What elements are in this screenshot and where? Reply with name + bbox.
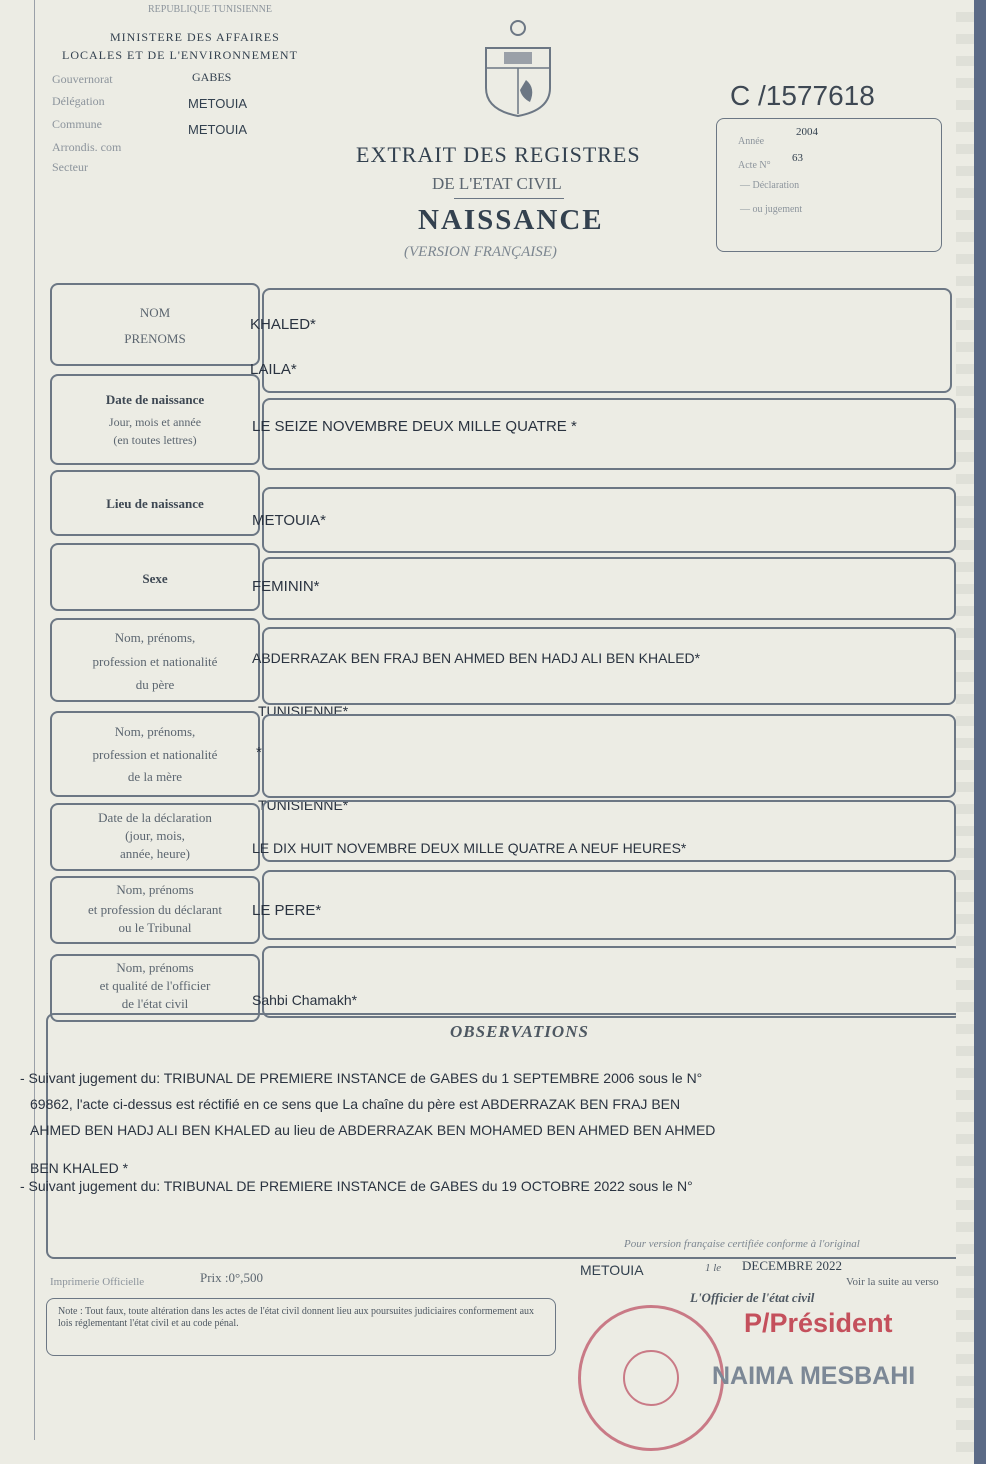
officier-value-box: [262, 946, 962, 1018]
lieu-label: Lieu de naissance: [106, 496, 204, 511]
lieu-value-box: [262, 487, 956, 553]
observation-line-5: - Suivant jugement du: TRIBUNAL DE PREMIERE INSTANCE de GABES du 19 OCTOBRE 2022 sous le N°: [20, 1178, 693, 1194]
republique-text: REPUBLIQUE TUNISIENNE: [148, 4, 272, 15]
declaration-value: LE DIX HUIT NOVEMBRE DEUX MILLE QUATRE A NEUF HEURES*: [252, 840, 687, 856]
nom-value-box: [262, 288, 952, 393]
officier-label-1: Nom, prénoms: [116, 960, 194, 975]
ministere-line-2: LOCALES ET DE L'ENVIRONNEMENT: [62, 48, 298, 62]
declarant-label-2: et profession du déclarant: [88, 902, 222, 917]
mere-label-2: profession et nationalité: [92, 747, 218, 762]
sexe-value-box: [262, 557, 956, 620]
pere-label-3: du père: [135, 677, 175, 692]
lieu-signature: METOUIA: [580, 1262, 644, 1278]
prenom-value: LAILA*: [250, 361, 297, 378]
certifiee-text: Pour version française certifiée conforme à l'original: [624, 1238, 860, 1250]
sexe-label: Sexe: [142, 571, 168, 586]
nom-label: NOM: [139, 305, 171, 320]
nom-label-box: [50, 283, 260, 366]
prix-text: Prix :0°,500: [200, 1270, 263, 1285]
sexe-value: FEMININ*: [252, 578, 320, 595]
observation-line-1: - Suivant jugement du: TRIBUNAL DE PREMIERE INSTANCE de GABES du 1 SEPTEMBRE 2006 sous le N°: [20, 1070, 703, 1086]
declaration-label-1: Date de la déclaration: [98, 810, 212, 825]
delegation-value: METOUIA: [188, 96, 247, 111]
observation-line-3: AHMED BEN HADJ ALI BEN KHALED au lieu de ABDERRAZAK BEN MOHAMED BEN AHMED BEN AHMED: [30, 1122, 716, 1138]
date-naissance-label: Date de naissance: [105, 392, 205, 407]
acte-label: Acte N°: [738, 160, 771, 171]
date-signature: DECEMBRE 2022: [742, 1258, 843, 1273]
title-underline: [454, 198, 564, 199]
mere-value: *: [256, 744, 262, 761]
president-stamp: P/Président: [744, 1308, 893, 1338]
pere-value: ABDERRAZAK BEN FRAJ BEN AHMED BEN HADJ ALI BEN KHALED*: [252, 650, 701, 666]
tunisia-emblem-icon: [478, 18, 558, 118]
pere-nationalite: TUNISIENNE*: [258, 703, 349, 719]
note-text: Note : Tout faux, toute altération dans les actes de l'état civil donnent lieu aux poursuites judiciaires conformement aux lois réglementant l'état civil et au code pénal.: [58, 1306, 535, 1329]
pere-value-box: [262, 627, 956, 705]
acte-value: 63: [792, 152, 803, 164]
title-extrait: EXTRAIT DES REGISTRES: [356, 142, 641, 167]
declaration-label-3: année, heure): [119, 846, 190, 861]
title-etat-civil: DE L'ETAT CIVIL: [432, 174, 562, 193]
declaration-label-2: (jour, mois,: [125, 828, 185, 843]
title-version: (VERSION FRANÇAISE): [404, 244, 557, 260]
document-number: C /1577618: [730, 80, 875, 111]
commune-value: METOUIA: [188, 122, 247, 137]
prenoms-label: PRENOMS: [124, 331, 186, 346]
secteur-label: Secteur: [52, 160, 88, 174]
observation-line-4: BEN KHALED *: [30, 1160, 129, 1176]
annee-label: Année: [738, 136, 765, 147]
nom-value: KHALED*: [250, 316, 316, 333]
imprimerie-text: Imprimerie Officielle: [50, 1276, 145, 1288]
officier-value: Sahbi Chamakh*: [252, 992, 358, 1008]
pere-label-1: Nom, prénoms,: [114, 630, 196, 645]
date-naissance-sub1: Jour, mois et année: [108, 415, 202, 429]
gouvernorat-label: Gouvernorat: [52, 72, 113, 86]
delegation-label: Délégation: [52, 94, 105, 108]
date-naissance-value: LE SEIZE NOVEMBRE DEUX MILLE QUATRE *: [252, 418, 577, 435]
annee-value: 2004: [796, 126, 818, 138]
arrondis-label: Arrondis. com: [52, 140, 122, 154]
declarant-label-3: ou le Tribunal: [118, 920, 192, 935]
date-prefix: 1 le: [705, 1262, 722, 1274]
officier-label-2: et qualité de l'officier: [99, 978, 211, 993]
ministere-line-1: MINISTERE DES AFFAIRES: [110, 30, 280, 44]
lieu-value: METOUIA*: [252, 512, 326, 529]
date-naissance-sub2: (en toutes lettres): [113, 433, 197, 447]
jugement-option: — ou jugement: [740, 204, 803, 215]
gouvernorat-value: GABES: [192, 70, 232, 84]
mere-nationalite: TUNISIENNE*: [258, 797, 349, 813]
margin-line: [34, 0, 35, 1440]
commune-label: Commune: [52, 117, 102, 131]
title-naissance: NAISSANCE: [418, 204, 604, 236]
pere-label-2: profession et nationalité: [92, 654, 218, 669]
observation-line-2: 69862, l'acte ci-dessus est réctifié en ce sens que La chaîne du père est ABDERRAZAK BEN FRAJ BEN: [30, 1096, 681, 1112]
mere-label-3: de la mère: [127, 769, 183, 784]
officier-label-3: de l'état civil: [121, 996, 189, 1011]
officier-signature-label: L'Officier de l'état civil: [690, 1290, 815, 1305]
declarant-value-box: [262, 870, 956, 940]
mere-value-box: [262, 714, 956, 798]
declaration-option: — Déclaration: [740, 180, 800, 191]
voir-suite-text: Voir la suite au verso: [846, 1276, 939, 1288]
official-stamp: [578, 1305, 724, 1451]
signature-name: NAIMA MESBAHI: [712, 1362, 916, 1390]
declarant-value: LE PERE*: [252, 902, 322, 919]
declarant-label-1: Nom, prénoms: [116, 882, 194, 897]
observations-title: OBSERVATIONS: [450, 1022, 589, 1041]
mere-label-1: Nom, prénoms,: [114, 724, 196, 739]
